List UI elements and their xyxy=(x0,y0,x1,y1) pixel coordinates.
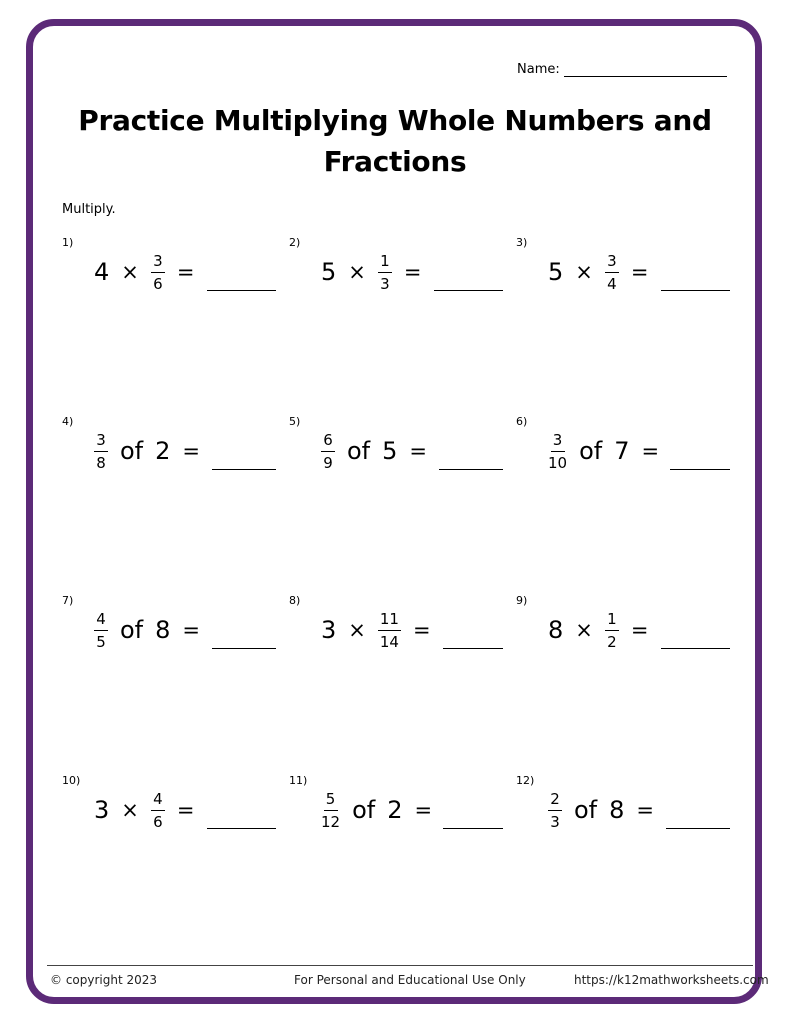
of-word: of xyxy=(574,796,598,824)
whole-number: 2 xyxy=(155,437,171,465)
problem-3 xyxy=(516,236,736,306)
fraction xyxy=(378,610,401,651)
problem-number: 5) xyxy=(289,415,301,428)
fraction-denominator: 9 xyxy=(323,453,333,472)
footer-copyright: © copyright 2023 xyxy=(50,973,158,987)
answer-blank[interactable] xyxy=(661,289,731,291)
answer-blank[interactable] xyxy=(439,468,503,470)
fraction-denominator: 14 xyxy=(379,632,399,651)
problem-number: 10) xyxy=(62,774,81,787)
fraction-denominator: 3 xyxy=(380,274,390,293)
problem-number: 12) xyxy=(516,774,535,787)
operator: = xyxy=(176,798,195,822)
operator: × xyxy=(348,618,366,642)
problem-number: 4) xyxy=(62,415,74,428)
problem-expression xyxy=(88,242,201,302)
problem-expression xyxy=(315,780,438,840)
fraction xyxy=(151,790,165,831)
operator: = xyxy=(182,439,201,463)
problem-expression xyxy=(542,242,655,302)
problem-expression xyxy=(542,421,665,481)
answer-blank[interactable] xyxy=(207,827,277,829)
fraction xyxy=(378,252,392,293)
problem-8 xyxy=(289,594,509,664)
problem-expression xyxy=(315,421,433,481)
fraction xyxy=(94,431,108,472)
whole-number: 7 xyxy=(614,437,630,465)
fraction-denominator: 6 xyxy=(153,274,163,293)
operator: = xyxy=(414,798,433,822)
problem-12 xyxy=(516,774,736,844)
whole-number: 3 xyxy=(94,796,110,824)
problem-expression xyxy=(88,421,206,481)
fraction xyxy=(605,610,619,651)
whole-number: 8 xyxy=(548,616,564,644)
fraction xyxy=(548,431,567,472)
of-word: of xyxy=(347,437,371,465)
footer-divider xyxy=(47,965,753,966)
name-blank-line[interactable] xyxy=(564,62,727,77)
fraction-numerator: 4 xyxy=(151,790,165,811)
whole-number: 4 xyxy=(94,258,110,286)
fraction-numerator: 3 xyxy=(94,431,108,452)
operator: = xyxy=(176,260,195,284)
footer-url: https://k12mathworksheets.com xyxy=(574,973,769,987)
footer-usage: For Personal and Educational Use Only xyxy=(294,973,526,987)
fraction-denominator: 2 xyxy=(607,632,617,651)
fraction-denominator: 4 xyxy=(607,274,617,293)
operator: × xyxy=(121,260,139,284)
fraction-denominator: 12 xyxy=(321,812,341,831)
problem-number: 9) xyxy=(516,594,528,607)
operator: × xyxy=(121,798,139,822)
whole-number: 8 xyxy=(609,796,625,824)
fraction xyxy=(94,610,108,651)
problem-9 xyxy=(516,594,736,664)
answer-blank[interactable] xyxy=(443,827,503,829)
operator: = xyxy=(630,618,649,642)
fraction xyxy=(321,790,340,831)
problem-number: 6) xyxy=(516,415,528,428)
fraction xyxy=(605,252,619,293)
fraction-numerator: 1 xyxy=(378,252,392,273)
operator: = xyxy=(409,439,428,463)
answer-blank[interactable] xyxy=(212,468,276,470)
fraction-numerator: 2 xyxy=(548,790,562,811)
operator: = xyxy=(641,439,660,463)
answer-blank[interactable] xyxy=(666,827,730,829)
fraction-denominator: 6 xyxy=(153,812,163,831)
whole-number: 2 xyxy=(387,796,403,824)
of-word: of xyxy=(579,437,603,465)
problem-expression xyxy=(88,780,201,840)
whole-number: 5 xyxy=(321,258,337,286)
operator: = xyxy=(412,618,431,642)
whole-number: 5 xyxy=(548,258,564,286)
answer-blank[interactable] xyxy=(207,289,277,291)
fraction-denominator: 8 xyxy=(96,453,106,472)
fraction-numerator: 6 xyxy=(321,431,335,452)
fraction xyxy=(548,790,562,831)
instructions: Multiply. xyxy=(62,202,116,217)
fraction-numerator: 11 xyxy=(378,610,401,631)
problem-4 xyxy=(62,415,282,485)
fraction-numerator: 4 xyxy=(94,610,108,631)
fraction-numerator: 5 xyxy=(324,790,338,811)
problem-2 xyxy=(289,236,509,306)
problem-number: 11) xyxy=(289,774,308,787)
problem-expression xyxy=(542,780,660,840)
answer-blank[interactable] xyxy=(661,647,731,649)
problem-number: 2) xyxy=(289,236,301,249)
fraction xyxy=(151,252,165,293)
operator: = xyxy=(636,798,655,822)
fraction-numerator: 3 xyxy=(605,252,619,273)
of-word: of xyxy=(352,796,376,824)
problem-expression xyxy=(542,600,655,660)
of-word: of xyxy=(120,616,144,644)
problem-5 xyxy=(289,415,509,485)
name-field[interactable] xyxy=(517,62,727,77)
problem-6 xyxy=(516,415,736,485)
fraction xyxy=(321,431,335,472)
operator: = xyxy=(630,260,649,284)
fraction-denominator: 3 xyxy=(550,812,560,831)
problem-7 xyxy=(62,594,282,664)
problem-11 xyxy=(289,774,509,844)
whole-number: 3 xyxy=(321,616,337,644)
problem-expression xyxy=(315,600,437,660)
operator: × xyxy=(575,618,593,642)
fraction-numerator: 1 xyxy=(605,610,619,631)
fraction-denominator: 10 xyxy=(548,453,568,472)
fraction-denominator: 5 xyxy=(96,632,106,651)
answer-blank[interactable] xyxy=(434,289,504,291)
problem-number: 8) xyxy=(289,594,301,607)
problem-number: 3) xyxy=(516,236,528,249)
operator: = xyxy=(182,618,201,642)
fraction-numerator: 3 xyxy=(551,431,565,452)
problem-number: 1) xyxy=(62,236,74,249)
whole-number: 5 xyxy=(382,437,398,465)
page-title: Practice Multiplying Whole Numbers and Fractions xyxy=(78,104,712,178)
problem-expression xyxy=(88,600,206,660)
problem-10 xyxy=(62,774,282,844)
whole-number: 8 xyxy=(155,616,171,644)
operator: = xyxy=(403,260,422,284)
operator: × xyxy=(348,260,366,284)
problem-number: 7) xyxy=(62,594,74,607)
answer-blank[interactable] xyxy=(212,647,276,649)
problem-expression xyxy=(315,242,428,302)
fraction-numerator: 3 xyxy=(151,252,165,273)
name-label: Name: xyxy=(517,62,560,77)
of-word: of xyxy=(120,437,144,465)
problem-1 xyxy=(62,236,282,306)
operator: × xyxy=(575,260,593,284)
answer-blank[interactable] xyxy=(670,468,730,470)
answer-blank[interactable] xyxy=(443,647,503,649)
